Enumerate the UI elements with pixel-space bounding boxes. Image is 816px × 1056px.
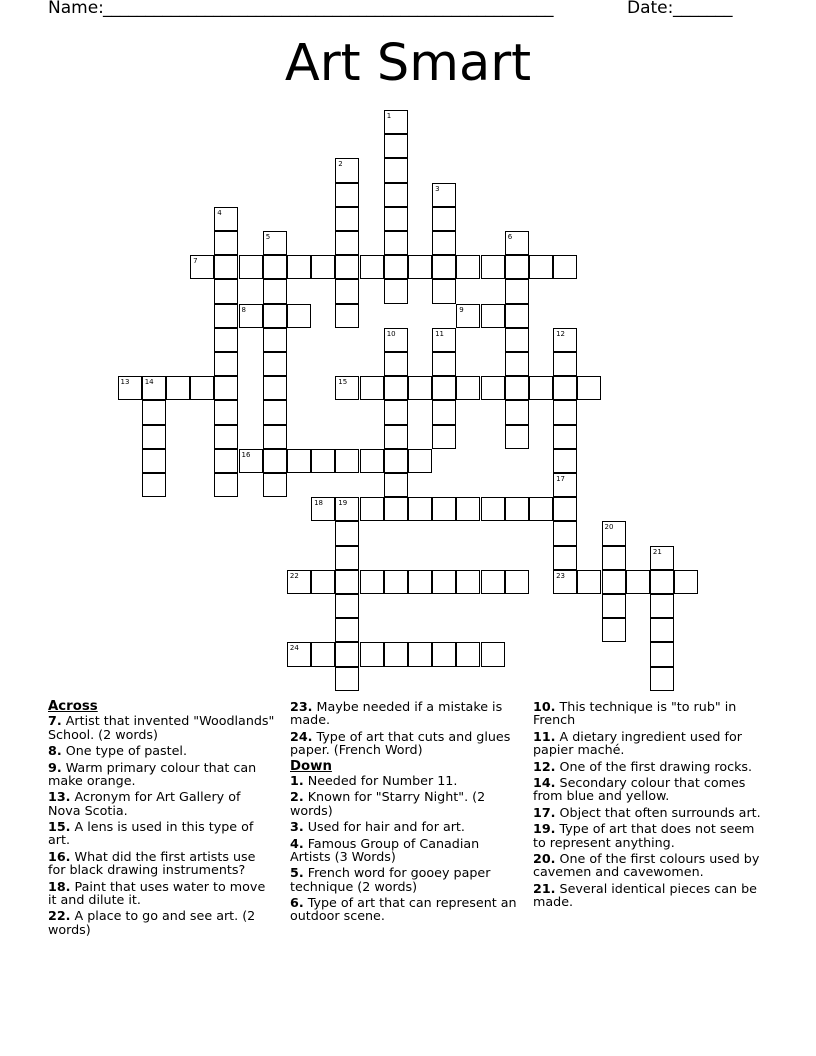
clue-across-9 (48, 761, 276, 788)
clue-number: 21. (533, 880, 556, 896)
grid-cell[interactable] (384, 400, 408, 424)
grid-cell[interactable] (432, 376, 456, 400)
grid-cell[interactable] (505, 304, 529, 328)
cell-number: 12 (556, 329, 566, 338)
clue-text: Type of art that cuts and glues paper. (French Word) (290, 728, 511, 758)
grid-cell[interactable] (263, 304, 287, 328)
clue-down-4 (290, 837, 518, 864)
puzzle-title: Art Smart (284, 34, 532, 93)
grid-cell[interactable] (650, 642, 674, 666)
cell-number: 11 (435, 329, 445, 338)
grid-cell[interactable] (553, 521, 577, 545)
clue-column-3 (533, 700, 761, 912)
clue-number: 8. (48, 743, 62, 759)
grid-cell[interactable] (481, 376, 505, 400)
clue-text: A dietary ingredient used for papier maché. (533, 728, 742, 758)
clue-across-13 (48, 790, 276, 817)
clue-text: Paint that uses water to move it and dilute it. (48, 878, 266, 907)
grid-cell[interactable] (456, 642, 480, 666)
grid-cell[interactable] (432, 400, 456, 424)
clue-number: 9. (48, 759, 62, 775)
grid-cell[interactable] (577, 376, 601, 400)
cell-number: 8 (241, 305, 246, 314)
clue-across-16 (48, 850, 276, 877)
grid-cell[interactable] (553, 255, 577, 279)
grid-cell[interactable] (650, 618, 674, 642)
clue-down-12 (533, 760, 761, 773)
clue-text: Needed for Number 11. (307, 772, 458, 788)
grid-cell[interactable] (166, 376, 190, 400)
cell-number: 18 (314, 499, 324, 508)
clue-number: 3. (290, 819, 304, 835)
grid-cell[interactable] (335, 255, 359, 279)
grid-cell[interactable] (553, 497, 577, 521)
grid-cell[interactable] (311, 255, 335, 279)
grid-cell[interactable] (311, 497, 335, 521)
cell-number: 16 (241, 450, 251, 459)
clue-number: 12. (533, 758, 556, 774)
grid-cell[interactable] (263, 425, 287, 449)
grid-cell[interactable] (335, 667, 359, 691)
grid-cell[interactable] (456, 497, 480, 521)
grid-cell[interactable] (650, 570, 674, 594)
grid-cell[interactable] (311, 449, 335, 473)
grid-cell[interactable] (142, 376, 166, 400)
grid-cell[interactable] (287, 642, 311, 666)
grid-cell[interactable] (481, 497, 505, 521)
clue-number: 16. (48, 848, 71, 864)
clue-text: Used for hair and for art. (307, 819, 465, 835)
grid-cell[interactable] (553, 328, 577, 352)
clue-down-3 (290, 820, 518, 833)
grid-cell[interactable] (456, 304, 480, 328)
grid-cell[interactable] (360, 642, 384, 666)
grid-cell[interactable] (650, 546, 674, 570)
grid-cell[interactable] (335, 207, 359, 231)
down-heading: Down (290, 758, 332, 774)
clue-text: French word for gooey paper technique (2 words) (290, 865, 491, 894)
grid-cell[interactable] (505, 255, 529, 279)
grid-cell[interactable] (384, 110, 408, 134)
clue-text: One type of pastel. (65, 743, 187, 759)
clue-number: 2. (290, 789, 304, 805)
grid-cell[interactable] (311, 642, 335, 666)
grid-cell[interactable] (432, 352, 456, 376)
grid-cell[interactable] (142, 449, 166, 473)
cell-number: 5 (265, 233, 271, 241)
clue-across-8 (48, 744, 276, 757)
grid-cell[interactable] (432, 207, 456, 231)
grid-cell[interactable] (287, 449, 311, 473)
grid-cell[interactable] (311, 570, 335, 594)
grid-cell[interactable] (408, 642, 432, 666)
grid-cell[interactable] (505, 497, 529, 521)
clue-across-23 (290, 700, 518, 727)
grid-cell[interactable] (408, 570, 432, 594)
grid-cell[interactable] (214, 279, 238, 303)
grid-cell[interactable] (263, 255, 287, 279)
clue-text: Known for "Starry Night". (2 words) (290, 789, 486, 818)
grid-cell[interactable] (505, 231, 529, 255)
grid-cell[interactable] (481, 642, 505, 666)
grid-cell[interactable] (626, 570, 650, 594)
grid-cell[interactable] (553, 473, 577, 497)
clue-number: 15. (48, 819, 71, 835)
grid-cell[interactable] (384, 497, 408, 521)
clue-across-22 (48, 909, 276, 936)
grid-cell[interactable] (214, 207, 238, 231)
grid-cell[interactable] (239, 255, 263, 279)
clue-down-21 (533, 882, 761, 909)
grid-cell[interactable] (142, 400, 166, 424)
grid-cell[interactable] (602, 521, 626, 545)
grid-cell[interactable] (432, 279, 456, 303)
grid-cell[interactable] (384, 255, 408, 279)
date-blank[interactable]: _______ (673, 0, 733, 18)
cell-number: 23 (556, 571, 566, 580)
grid-cell[interactable] (553, 570, 577, 594)
clue-number: 14. (533, 775, 556, 791)
grid-cell[interactable] (384, 425, 408, 449)
name-label: Name: (48, 0, 104, 18)
grid-cell[interactable] (360, 570, 384, 594)
grid-cell[interactable] (432, 255, 456, 279)
cell-number: 3 (435, 184, 440, 193)
grid-cell[interactable] (384, 642, 408, 666)
clue-text: Acronym for Art Gallery of Nova Scotia. (48, 789, 241, 818)
grid-cell[interactable] (529, 497, 553, 521)
grid-cell[interactable] (384, 570, 408, 594)
grid-cell[interactable] (263, 473, 287, 497)
cell-number: 13 (120, 378, 130, 387)
cell-number: 14 (144, 378, 154, 387)
name-blank[interactable]: _____________________________________________________ (103, 0, 554, 18)
clue-across-24 (290, 730, 518, 757)
grid-cell[interactable] (263, 449, 287, 473)
grid-cell[interactable] (481, 570, 505, 594)
grid-cell[interactable] (553, 449, 577, 473)
grid-cell[interactable] (432, 183, 456, 207)
date-label: Date: (627, 0, 674, 18)
grid-cell[interactable] (214, 231, 238, 255)
clue-number: 17. (533, 804, 556, 820)
grid-cell[interactable] (553, 352, 577, 376)
grid-cell[interactable] (214, 400, 238, 424)
grid-cell[interactable] (239, 449, 263, 473)
clue-across-18 (48, 880, 276, 907)
grid-cell[interactable] (384, 328, 408, 352)
grid-cell[interactable] (432, 425, 456, 449)
grid-cell[interactable] (335, 521, 359, 545)
cell-number: 21 (652, 547, 662, 556)
grid-cell[interactable] (384, 279, 408, 303)
grid-cell[interactable] (142, 425, 166, 449)
grid-cell[interactable] (553, 546, 577, 570)
grid-cell[interactable] (408, 449, 432, 473)
clue-number: 13. (48, 789, 71, 805)
grid-cell[interactable] (602, 546, 626, 570)
clue-down-20 (533, 852, 761, 879)
grid-cell[interactable] (190, 376, 214, 400)
grid-cell[interactable] (505, 376, 529, 400)
cell-number: 22 (289, 571, 299, 580)
grid-cell[interactable] (263, 328, 287, 352)
clue-number: 11. (533, 728, 556, 744)
clue-number: 20. (533, 851, 556, 867)
clue-text: Secondary colour that comes from blue and yellow. (533, 775, 746, 804)
grid-cell[interactable] (335, 497, 359, 521)
grid-cell[interactable] (505, 352, 529, 376)
clue-across-7 (48, 714, 276, 741)
grid-cell[interactable] (287, 255, 311, 279)
grid-cell[interactable] (529, 255, 553, 279)
grid-cell[interactable] (529, 376, 553, 400)
grid-cell[interactable] (214, 473, 238, 497)
grid-cell[interactable] (384, 231, 408, 255)
grid-cell[interactable] (360, 449, 384, 473)
cell-number: 4 (217, 208, 222, 217)
grid-cell[interactable] (214, 304, 238, 328)
grid-cell[interactable] (432, 570, 456, 594)
clue-text: Famous Group of Canadian Artists (3 Words) (290, 835, 480, 864)
clue-text: Type of art that can represent an outdoor scene. (290, 895, 517, 924)
cell-number: 24 (289, 644, 299, 653)
clue-number: 6. (290, 895, 304, 911)
grid-cell[interactable] (214, 255, 238, 279)
grid-cell[interactable] (360, 376, 384, 400)
clue-number: 23. (290, 699, 313, 714)
grid-cell[interactable] (263, 400, 287, 424)
cell-number: 10 (386, 329, 396, 338)
clue-text: One of the first colours used by cavemen and cavewomen. (533, 851, 760, 880)
clue-column-2 (290, 700, 518, 926)
cell-number: 9 (459, 305, 464, 314)
grid-cell[interactable] (335, 304, 359, 328)
grid-cell[interactable] (384, 183, 408, 207)
grid-cell[interactable] (384, 134, 408, 158)
clue-down-6 (290, 896, 518, 923)
clue-text: Warm primary colour that can make orange. (48, 759, 257, 788)
grid-cell[interactable] (335, 570, 359, 594)
grid-cell[interactable] (650, 594, 674, 618)
clue-text: One of the first drawing rocks. (559, 758, 753, 774)
clue-down-11 (533, 730, 761, 757)
grid-cell[interactable] (384, 376, 408, 400)
cell-number: 2 (338, 160, 343, 169)
clue-down-17 (533, 806, 761, 819)
clue-number: 18. (48, 878, 71, 894)
cell-number: 17 (556, 475, 566, 483)
grid-cell[interactable] (505, 570, 529, 594)
grid-cell[interactable] (432, 497, 456, 521)
clue-number: 22. (48, 908, 71, 924)
grid-cell[interactable] (384, 449, 408, 473)
cell-number: 6 (507, 233, 513, 241)
clue-number: 1. (290, 772, 304, 788)
grid-cell[interactable] (650, 667, 674, 691)
grid-cell[interactable] (505, 279, 529, 303)
clue-text: A place to go and see art. (2 words) (48, 908, 256, 937)
grid-cell[interactable] (263, 231, 287, 255)
grid-cell[interactable] (214, 449, 238, 473)
grid-cell[interactable] (505, 425, 529, 449)
clue-number: 10. (533, 699, 556, 714)
clue-text: Type of art that does not seem to represent anything. (533, 821, 755, 850)
grid-cell[interactable] (432, 328, 456, 352)
grid-cell[interactable] (335, 158, 359, 182)
clue-number: 24. (290, 728, 313, 744)
grid-cell[interactable] (360, 497, 384, 521)
grid-cell[interactable] (214, 352, 238, 376)
grid-cell[interactable] (408, 497, 432, 521)
grid-cell[interactable] (335, 449, 359, 473)
clue-down-14 (533, 776, 761, 803)
grid-cell[interactable] (602, 618, 626, 642)
grid-cell[interactable] (263, 376, 287, 400)
clue-text: What did the first artists use for black drawing instruments? (48, 848, 256, 878)
grid-cell[interactable] (118, 376, 142, 400)
grid-cell[interactable] (335, 231, 359, 255)
grid-cell[interactable] (214, 425, 238, 449)
grid-cell[interactable] (456, 376, 480, 400)
clue-down-5 (290, 866, 518, 893)
grid-cell[interactable] (214, 328, 238, 352)
cell-number: 1 (386, 112, 392, 120)
clue-down-19 (533, 822, 761, 849)
grid-cell[interactable] (408, 255, 432, 279)
grid-cell[interactable] (456, 255, 480, 279)
grid-cell[interactable] (481, 255, 505, 279)
grid-cell[interactable] (335, 183, 359, 207)
grid-cell[interactable] (335, 618, 359, 642)
clue-down-1 (290, 774, 518, 787)
grid-cell[interactable] (360, 255, 384, 279)
clue-text: A lens is used in this type of art. (48, 819, 254, 848)
clue-number: 7. (48, 713, 62, 729)
grid-cell[interactable] (263, 352, 287, 376)
clue-text: This technique is "to rub" in French (533, 699, 737, 728)
across-heading: Across (48, 699, 98, 714)
grid-cell[interactable] (674, 570, 698, 594)
grid-cell[interactable] (384, 473, 408, 497)
grid-cell[interactable] (602, 570, 626, 594)
grid-cell[interactable] (553, 425, 577, 449)
grid-cell[interactable] (384, 207, 408, 231)
grid-cell[interactable] (456, 570, 480, 594)
grid-cell[interactable] (142, 473, 166, 497)
grid-cell[interactable] (384, 352, 408, 376)
grid-cell[interactable] (287, 304, 311, 328)
clue-down-2 (290, 790, 518, 817)
clue-number: 4. (290, 835, 304, 851)
grid-cell[interactable] (432, 231, 456, 255)
clue-across-15 (48, 820, 276, 847)
grid-cell[interactable] (263, 279, 287, 303)
grid-cell[interactable] (384, 158, 408, 182)
grid-cell[interactable] (335, 594, 359, 618)
grid-cell[interactable] (505, 328, 529, 352)
clue-number: 5. (290, 865, 304, 881)
grid-cell[interactable] (190, 255, 214, 279)
cell-number: 20 (604, 523, 614, 532)
grid-cell[interactable] (577, 570, 601, 594)
grid-cell[interactable] (602, 594, 626, 618)
clue-down-10 (533, 700, 761, 727)
grid-cell[interactable] (432, 642, 456, 666)
clue-text: Maybe needed if a mistake is made. (290, 699, 503, 728)
grid-cell[interactable] (553, 400, 577, 424)
clue-text: Object that often surrounds art. (559, 804, 761, 820)
clue-number: 19. (533, 821, 556, 837)
clue-column-1 (48, 700, 276, 939)
grid-cell[interactable] (553, 376, 577, 400)
grid-cell[interactable] (408, 376, 432, 400)
grid-cell[interactable] (335, 642, 359, 666)
clue-text: Artist that invented "Woodlands" School. (2 words) (48, 713, 275, 742)
cell-number: 19 (338, 499, 348, 508)
grid-cell[interactable] (335, 546, 359, 570)
grid-cell[interactable] (239, 304, 263, 328)
grid-cell[interactable] (214, 376, 238, 400)
cell-number: 7 (193, 257, 198, 266)
grid-cell[interactable] (287, 570, 311, 594)
grid-cell[interactable] (505, 400, 529, 424)
clue-text: Several identical pieces can be made. (533, 880, 757, 910)
grid-cell[interactable] (481, 304, 505, 328)
cell-number: 15 (338, 378, 348, 387)
grid-cell[interactable] (335, 279, 359, 303)
grid-cell[interactable] (335, 376, 359, 400)
